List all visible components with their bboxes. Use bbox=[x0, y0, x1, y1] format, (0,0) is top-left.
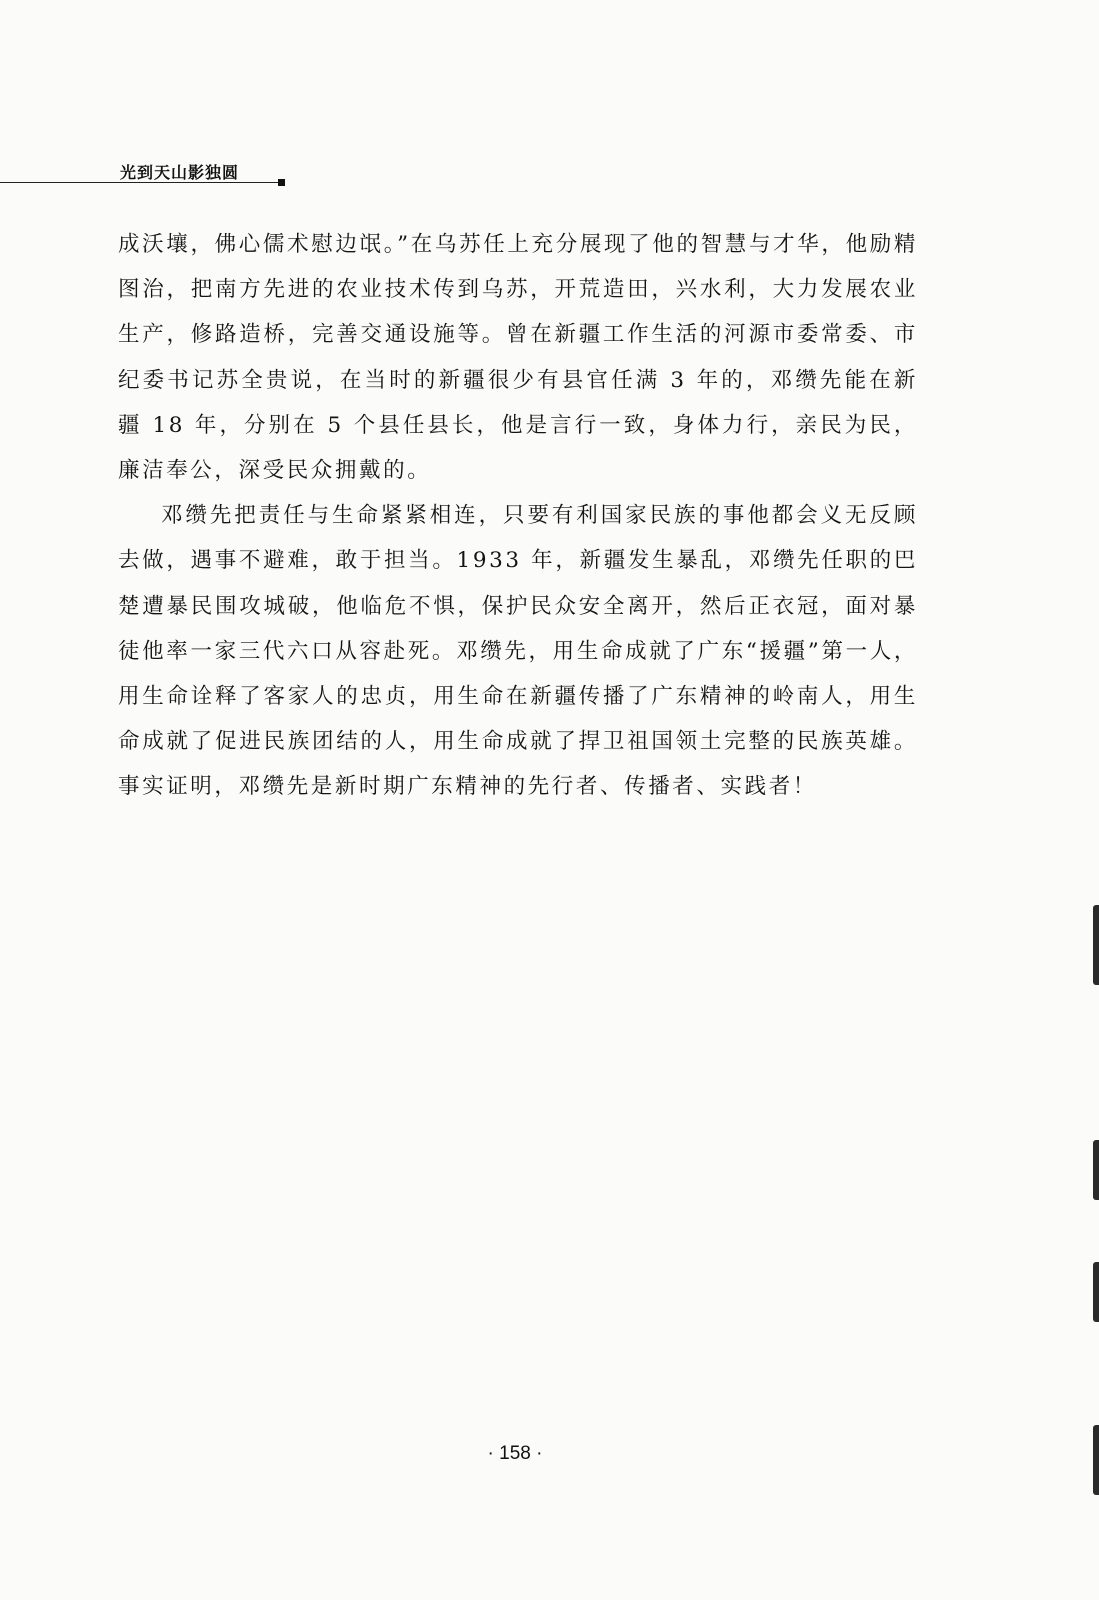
running-header bbox=[0, 160, 285, 188]
page-number: · 158 · bbox=[487, 1443, 543, 1464]
scan-edge-mark bbox=[1093, 905, 1099, 985]
paragraph-continued: 成沃壤，佛心儒术慰边氓。”在乌苏任上充分展现了他的智慧与才华，他励精图治，把南方先进的农业技术传到乌苏，开荒造田，兴水利，大力发展农业生产，修路造桥，完善交通设施等。曾在新疆工作生活的河源市委常委、市纪委书记苏全贵说，在当时的新疆很少有县官任满 3 年的，邓缵先能在新疆 18 年，分别在 5 个县任县长，他是言行一致，身体力行，亲民为民，廉洁奉公，深受民众拥戴的。 bbox=[118, 232, 918, 484]
running-title: 光到天山影独圆 bbox=[120, 163, 240, 182]
body-text bbox=[118, 222, 918, 810]
header-rule bbox=[0, 182, 278, 183]
scan-edge-mark bbox=[1093, 1262, 1099, 1322]
scan-edge-mark bbox=[1093, 1425, 1099, 1495]
scan-edge-mark bbox=[1093, 1140, 1099, 1200]
paragraph: 邓缵先把责任与生命紧紧相连，只要有利国家民族的事他都会义无反顾去做，遇事不避难，敢于担当。1933 年，新疆发生暴乱，邓缵先任职的巴楚遭暴民围攻城破，他临危不惧，保护民众安全离开，然后正衣冠，面对暴徒他率一家三代六口从容赴死。邓缵先，用生命成就了广东“援疆”第一人，用生命诠释了客家人的忠贞，用生命在新疆传播了广东精神的岭南人，用生命成就了促进民族团结的人，用生命成就了捍卫祖国领土完整的民族英雄。事实证明，邓缵先是新时期广东精神的先行者、传播者、实践者！ bbox=[118, 503, 918, 800]
header-square-ornament bbox=[278, 179, 285, 186]
